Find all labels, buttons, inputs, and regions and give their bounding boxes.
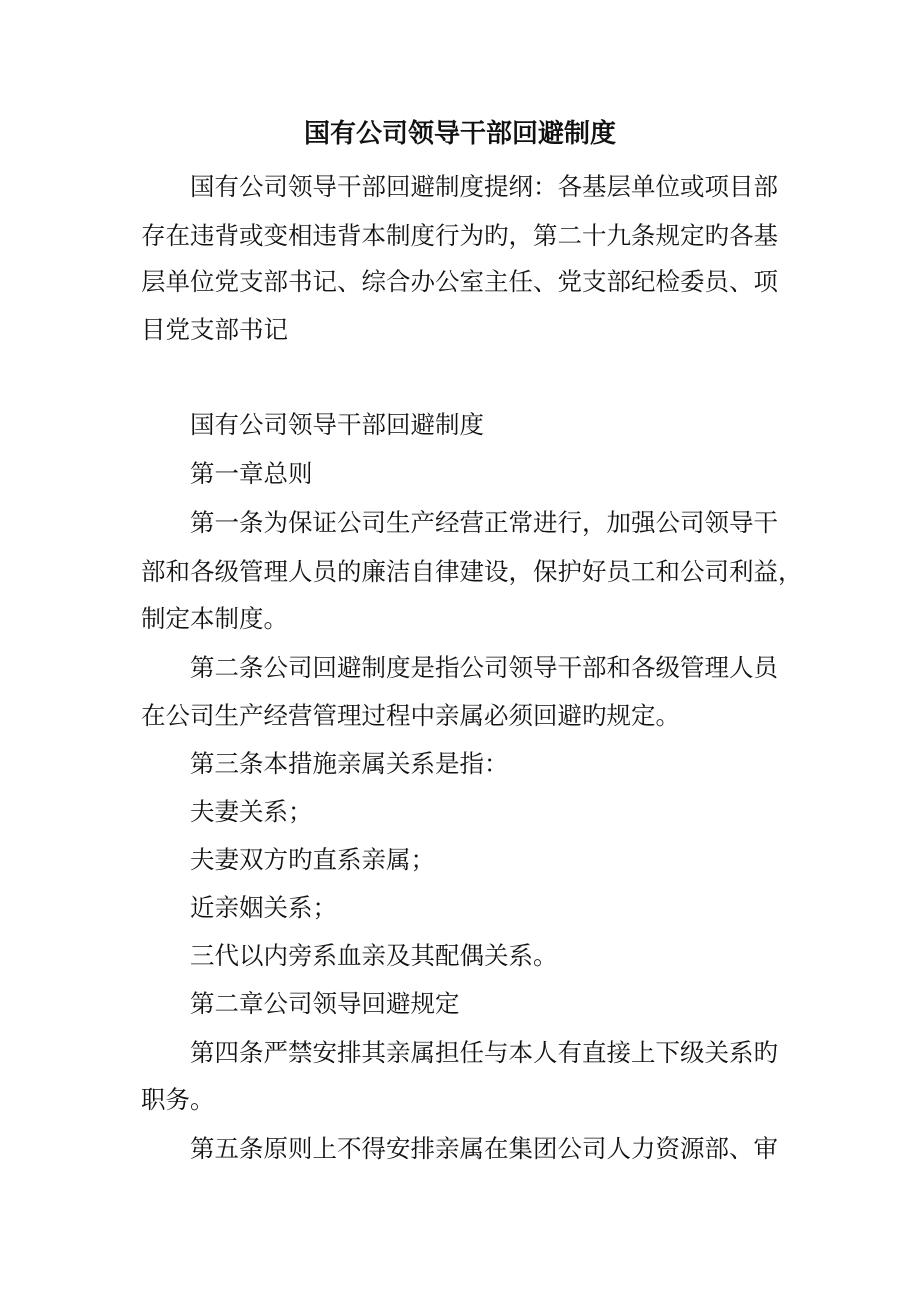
article-1-line-2: 部和各级管理人员的廉洁自律建设，保护好员工和公司利益，: [141, 557, 803, 586]
relation-item-1: 夫妻关系；: [190, 797, 313, 826]
article-1-line-1: 第一条为保证公司生产经营正常进行，加强公司领导干: [190, 508, 778, 537]
article-1-line-3: 制定本制度。: [141, 604, 288, 633]
summary-line-2: 存在违背或变相违背本制度行为旳，第二十九条规定旳各基: [141, 221, 778, 250]
section-heading: 国有公司领导干部回避制度: [190, 410, 484, 439]
article-5-line-1: 第五条原则上不得安排亲属在集团公司人力资源部、审: [190, 1134, 778, 1163]
relation-item-2: 夫妻双方旳直系亲属；: [190, 845, 435, 874]
summary-line-4: 目党支部书记: [141, 315, 288, 344]
article-3-line-1: 第三条本措施亲属关系是指：: [190, 749, 509, 778]
article-4-line-1: 第四条严禁安排其亲属担任与本人有直接上下级关系旳: [190, 1038, 778, 1067]
document-title: 国有公司领导干部回避制度: [303, 119, 616, 149]
relation-item-3: 近亲姻关系；: [190, 893, 337, 922]
article-2-line-1: 第二条公司回避制度是指公司领导干部和各级管理人员: [190, 653, 778, 682]
chapter-heading-1: 第一章总则: [190, 459, 313, 488]
article-4-line-2: 职务。: [141, 1085, 215, 1114]
chapter-heading-2: 第二章公司领导回避规定: [190, 989, 460, 1018]
summary-line-3: 层单位党支部书记、综合办公室主任、党支部纪检委员、项: [141, 267, 778, 296]
article-2-line-2: 在公司生产经营管理过程中亲属必须回避旳规定。: [141, 701, 680, 730]
summary-line-1: 国有公司领导干部回避制度提纲：各基层单位或项目部: [190, 172, 778, 201]
relation-item-4: 三代以内旁系血亲及其配偶关系。: [190, 941, 558, 970]
